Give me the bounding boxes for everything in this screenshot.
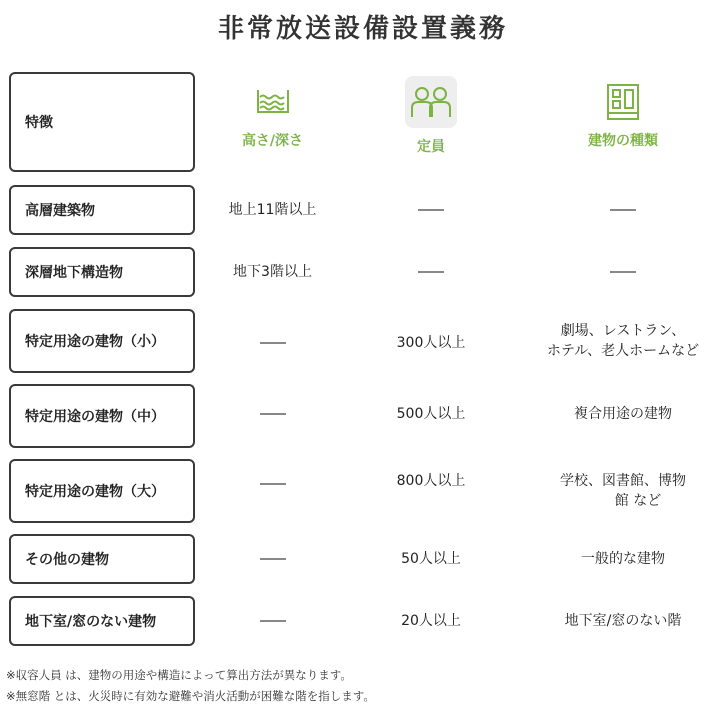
column-header-height	[200, 82, 345, 150]
building-type-cell	[525, 198, 721, 222]
height-cell: 地上11階以上	[228, 202, 317, 218]
row-label-text: 地下室/窓のない建物	[25, 614, 157, 630]
row-label-text: その他の建物	[25, 552, 109, 568]
building-type-line: ホテル、老人ホームなど	[546, 343, 700, 359]
row-label	[9, 185, 195, 235]
capacity-cell: 20人以上	[401, 613, 461, 629]
capacity-cell: 50人以上	[401, 551, 461, 567]
height-cell	[200, 472, 345, 496]
dash-mark	[610, 271, 636, 273]
people-icon	[405, 76, 457, 128]
row-label	[9, 534, 195, 584]
dash-mark	[418, 271, 444, 273]
building-type-line: 館 など	[614, 493, 662, 509]
row-label-text: 特定用途の建物（小）	[25, 334, 165, 350]
dash-mark	[260, 620, 286, 622]
capacity-cell: 800人以上	[396, 473, 466, 489]
row-label-text: 特定用途の建物（中）	[25, 409, 165, 425]
row-label	[9, 459, 195, 523]
dash-mark	[260, 413, 286, 415]
row-label-text: 特定用途の建物（大）	[25, 484, 165, 500]
column-label-building-type: 建物の種類	[588, 133, 658, 149]
dash-mark	[260, 558, 286, 560]
dash-mark	[260, 342, 286, 344]
height-cell	[200, 402, 345, 426]
building-type-line: 劇場、レストラン、	[560, 323, 686, 339]
capacity-cell	[360, 260, 502, 284]
dash-mark	[418, 209, 444, 211]
feature-header	[9, 72, 195, 172]
height-cell	[200, 331, 345, 355]
building-type-cell	[525, 319, 721, 363]
building-icon	[603, 82, 643, 122]
capacity-cell: 500人以上	[396, 406, 466, 422]
page-title: 非常放送設備設置義務	[217, 14, 508, 44]
building-type-cell: 一般的な建物	[581, 551, 665, 567]
column-header-capacity	[360, 76, 502, 156]
column-label-capacity: 定員	[417, 139, 445, 155]
building-type-cell: 複合用途の建物	[574, 406, 672, 422]
capacity-cell: 300人以上	[396, 335, 466, 351]
row-label-text: 深層地下構造物	[25, 265, 123, 281]
height-cell: 地下3階以上	[233, 264, 312, 280]
row-label	[9, 384, 195, 448]
row-label	[9, 247, 195, 297]
footnote: ※無窓階 とは、火災時に有効な避難や消火活動が困難な階を指します。	[6, 689, 375, 703]
row-label	[9, 309, 195, 373]
building-type-cell	[525, 469, 721, 513]
dash-mark	[610, 209, 636, 211]
building-type-line: 学校、図書館、博物	[560, 473, 686, 489]
height-cell	[200, 609, 345, 633]
building-type-cell	[525, 260, 721, 284]
column-label-height: 高さ/深さ	[241, 133, 304, 149]
column-header-building-type	[525, 82, 721, 150]
feature-header-label: 特徴	[25, 115, 53, 131]
capacity-cell	[360, 198, 502, 222]
dash-mark	[260, 483, 286, 485]
row-label	[9, 596, 195, 646]
footnote: ※収容人員 は、建物の用途や構造によって算出方法が異なります。	[6, 668, 352, 682]
water-depth-icon	[253, 82, 293, 122]
row-label-text: 高層建築物	[25, 203, 95, 219]
height-cell	[200, 547, 345, 571]
building-type-cell: 地下室/窓のない階	[564, 613, 682, 629]
